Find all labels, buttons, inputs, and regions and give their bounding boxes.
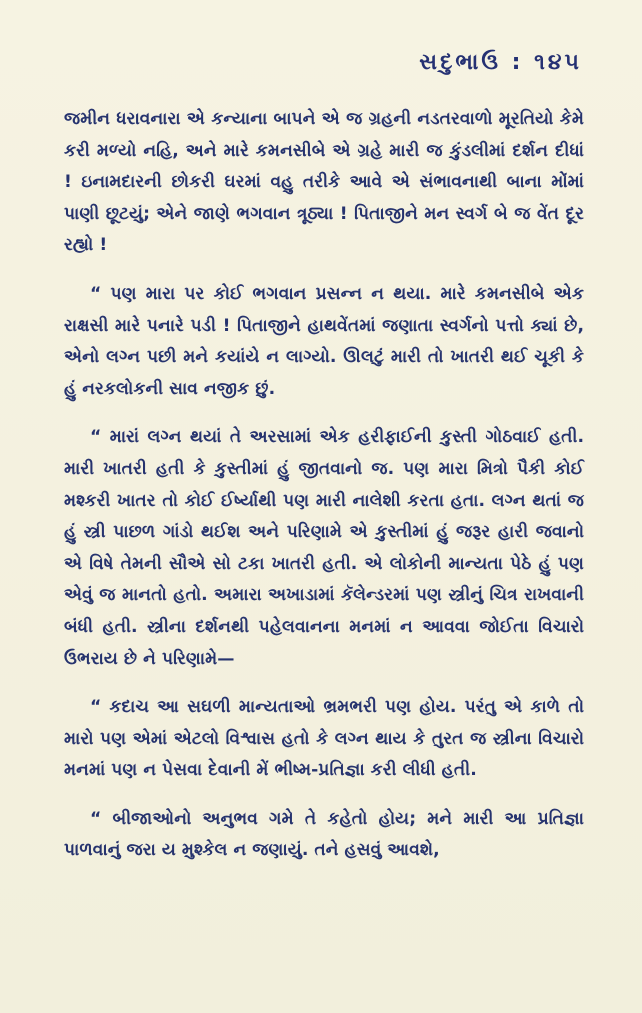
running-header: સદુભાઉ : ૧૪૫ — [419, 50, 582, 75]
paragraph-1: જમીન ધરાવનારા એ કન્યાના બાપને એ જ ગ્રહની નડતરવાળો મૂરતિયો કેમે કરી મળ્યો નહિ, અને મારે કમનસીબે એ ગ્રહે મારી જ કુંડલીમાં દર્શન દીધાં ! ઇનામદારની છોકરી ઘરમાં વહુ તરીકે આવે એ સંભાવનાથી બાના મોંમાં પાણી છૂટયું; એને જાણે ભગવાન ત્રૂઠ્યા ! પિતાજીને મન સ્વર્ગ બે જ વેંત દૂર રહ્યો ! — [64, 109, 584, 256]
paragraph-3: “ મારાં લગ્ન થયાં તે અરસામાં એક હરીફાઈની કુસ્તી ગોઠવાઈ હતી. મારી ખાતરી હતી કે કુસ્તીમાં હું જીતવાનો જ. પણ મારા મિત્રો પૈકી કોઈ મશ્કરી ખાતર તો કોઈ ઈર્ષ્યાથી પણ મારી નાલેશી કરતા હતા. લગ્ન થતાં જ હું સ્ત્રી પાછળ ગાંડો થઈશ અને પરિણામે એ કુસ્તીમાં હું જરૂર હારી જવાનો એ વિષે તેમની સૌએ સો ટકા ખાતરી હતી. એ લોકોની માન્યતા પેઠે હું પણ એવું જ માનતો હતો. અમારા અખાડામાં કૅલેન્ડરમાં પણ સ્ત્રીનું ચિત્ર રાખવાની બંધી હતી. સ્ત્રીના દર્શનથી પહેલવાનના મનમાં ન આવવા જોઈતા વિચારો ઉભરાય છે ને પરિણામે— — [64, 427, 584, 669]
paragraph-2: “ પણ મારા પર કોઈ ભગવાન પ્રસન્ન ન થયા. મારે કમનસીબે એક રાક્ષસી મારે પનારે પડી ! પિતાજીને હાથવેંતમાં જણાતા સ્વર્ગનો પત્તો ક્યાં છે, એનો લગ્ન પછી મને કયાંયે ન લાગ્યો. ઊલટું મારી તો ખાતરી થઈ ચૂકી કે હું નરકલોકની સાવ નજીક છું. — [64, 283, 584, 399]
paragraph-5: “ બીજાઓનો અનુભવ ગમે તે કહેતો હોય; મને મારી આ પ્રતિજ્ઞા પાળવાનું જરા ય મુશ્કેલ ન જણાયું. તને હસવું આવશે, — [64, 808, 584, 861]
paragraph-4: “ કદાચ આ સઘળી માન્યતાઓ ભ્રમભરી પણ હોય. પરંતુ એ કાળે તો મારો પણ એમાં એટલો વિશ્વાસ હતો કે લગ્ન થાય કે તુરત જ સ્ત્રીના વિચારો મનમાં પણ ન પેસવા દેવાની મેં ભીષ્મ-પ્રતિજ્ઞા કરી લીધી હતી. — [64, 697, 584, 781]
page-body-text — [64, 104, 584, 884]
